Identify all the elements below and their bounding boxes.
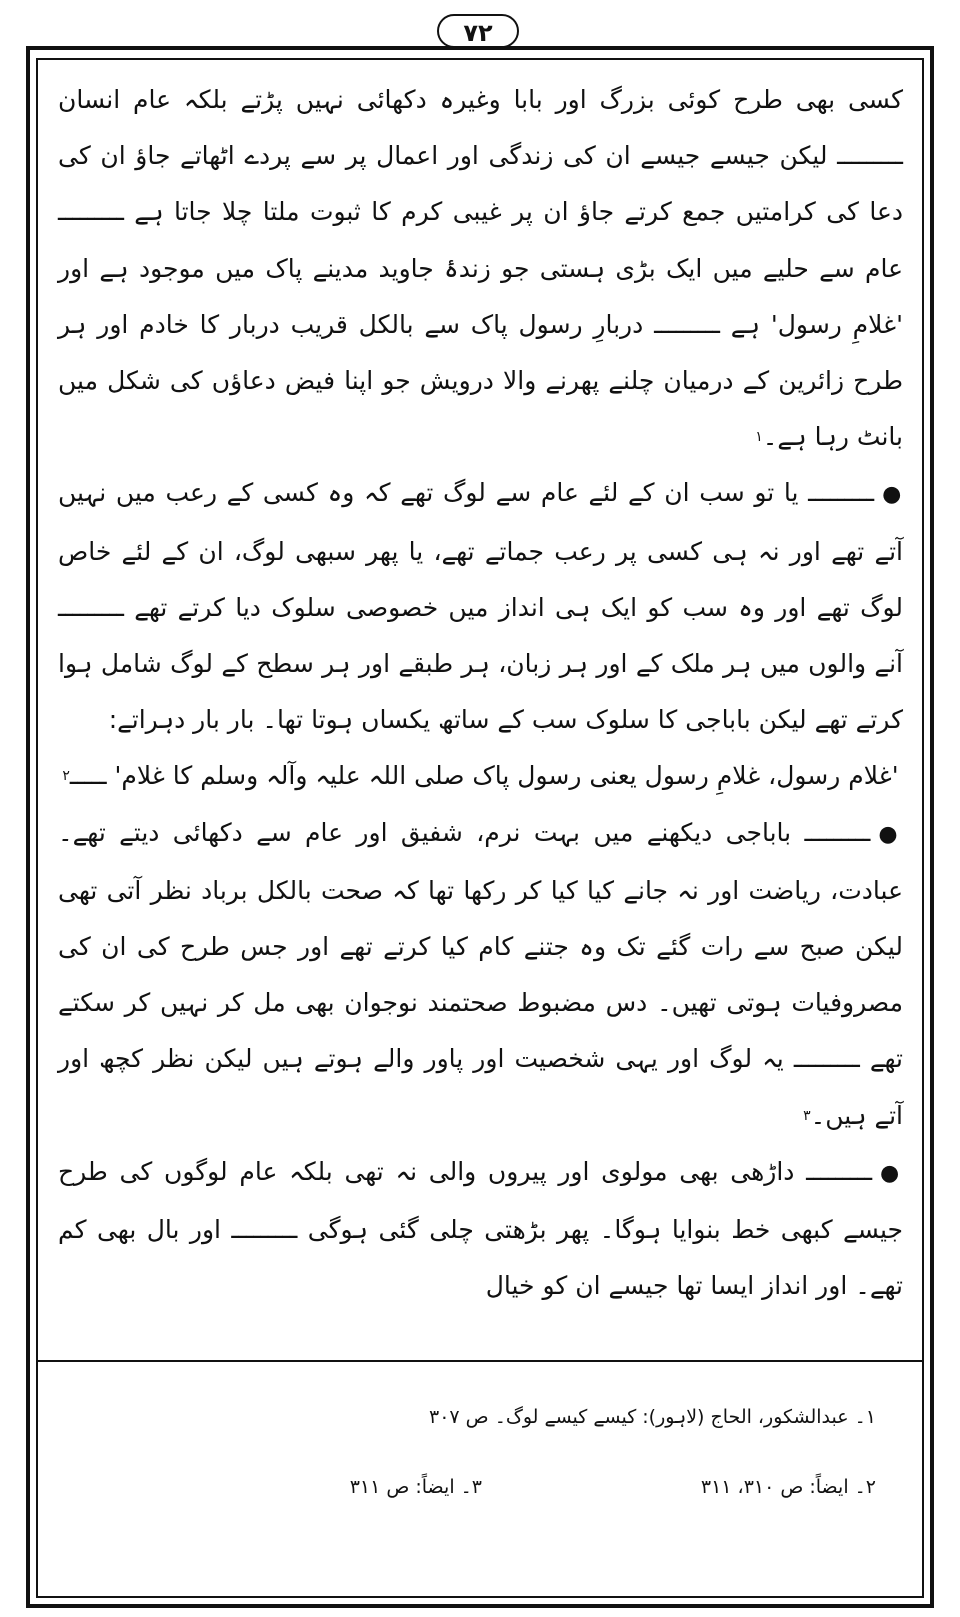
- paragraph-4-text: ـــــــــ داڑھی بھی مولوی اور پیروں والی نہ تھی بلکہ عام لوگوں کی طرح جیسے کبھی خط بنوایا ہوگا۔ پھر بڑھتی چلی گئی ہوگی ـــــــــ اور بال بھی کم تھے۔ اور انداز ایسا تھا جیسے ان کو خیال: [58, 1156, 903, 1301]
- body-text: [58, 72, 903, 1314]
- paragraph-3: [58, 805, 903, 1144]
- bullet-icon: ●: [878, 821, 903, 847]
- footnote-ref-1: ۱: [755, 429, 763, 446]
- footnote-3: ۳۔ ایضاً: ص ۳۱۱: [349, 1476, 482, 1498]
- quote-line: [58, 748, 903, 804]
- paragraph-1: [58, 72, 903, 465]
- footnote-2: ۲۔ ایضاً: ص ۳۱۰، ۳۱۱: [700, 1476, 876, 1498]
- bullet-icon: ●: [882, 482, 903, 508]
- footnote-ref-2: ۲: [62, 768, 70, 785]
- paragraph-4: [58, 1144, 903, 1315]
- bullet-icon: ●: [880, 1160, 903, 1186]
- footnote-1: ۱۔ عبدالشکور، الحاج (لاہور): کیسے کیسے لوگ۔ ص ۳۰۷: [429, 1406, 876, 1428]
- paragraph-3-text: ـــــــــ باباجی دیکھنے میں بہت نرم، شفیق اور عام سے دکھائی دیتے تھے۔ عبادت، ریاضت اور نہ جانے کیا کیا کر رکھا تھا کہ صحت بالکل برباد نظر آتی تھی لیکن صبح سے رات گئے تک وہ جتنے کام کیا کرتے تھے اور جس طرح کی ان کی مصروفیات ہوتی تھیں۔ دس مضبوط صحتمند نوجوان بھی مل کر نہیں کر سکتے تھے ـــــــــ یہ لوگ اور یہی شخصیت اور پاور والے ہوتے ہیں لیکن نظر کچھ اور آتے ہیں۔: [58, 817, 903, 1130]
- footnote-ref-3: ۳: [803, 1107, 811, 1124]
- quote-text: 'غلام رسول، غلامِ رسول یعنی رسول پاک صلی اللہ علیہ وآلہ وسلم کا غلام' ـــــ: [69, 761, 899, 791]
- paragraph-1-text: کسی بھی طرح کوئی بزرگ اور بابا وغیرہ دکھائی نہیں پڑتے بلکہ عام انسان ـــــــــ لیکن جیسے جیسے ان کی زندگی اور اعمال پر سے پردے اٹھاتے جاؤ ان کی دعا کی کرامتیں جمع کرتے جاؤ ان پر غیبی کرم کا ثبوت ملتا چلا جاتا ہے ـــــــــ عام سے حلیے میں ایک بڑی ہستی جو زندۂ جاوید مدینے پاک میں موجود ہے اور 'غلامِ رسول' ہے ـــــــــ دربارِ رسول پاک سے بالکل قریب دربار کا خادم اور ہر طرح زائرین کے درمیان چلنے پھرنے والا درویش جو اپنا فیض دعاؤں کی شکل میں بانٹ رہا ہے۔: [58, 85, 903, 452]
- footnote-divider: [36, 1360, 924, 1362]
- paragraph-2-text: ـــــــــ یا تو سب ان کے لئے عام سے لوگ تھے کہ وہ کسی کے رعب میں نہیں آتے تھے اور نہ ہی کسی پر رعب جماتے تھے، یا پھر سبھی لوگ، ان کے لئے خاص لوگ تھے اور وہ سب کو ایک ہی انداز میں خصوصی سلوک دیا کرتے تھے ـــــــــ آنے والوں میں ہر ملک کے اور ہر زبان، ہر طبقے اور ہر سطح کے لوگ شامل ہوا کرتے تھے لیکن باباجی کا سلوک سب کے ساتھ یکساں ہوتا تھا۔ بار بار دہراتے:: [58, 478, 903, 735]
- page-number: ۷۲: [437, 14, 519, 48]
- paragraph-2: [58, 465, 903, 748]
